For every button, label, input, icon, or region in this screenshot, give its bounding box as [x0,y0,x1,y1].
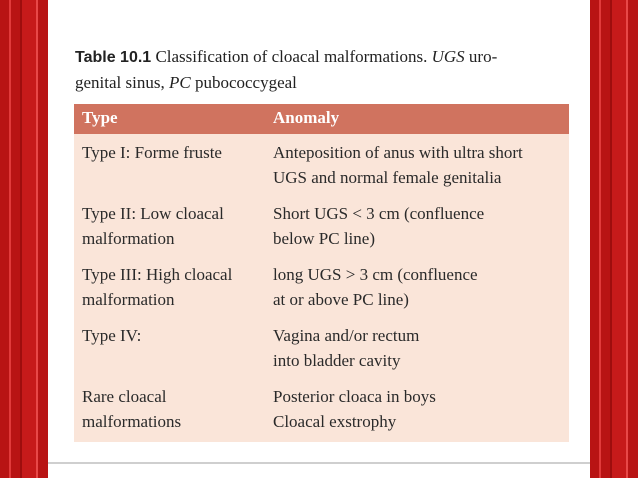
type-line: Type I: Forme fruste [82,143,222,162]
type-cell [82,323,272,348]
anomaly-cell [273,262,568,312]
type-cell [82,262,272,312]
anomaly-line: Posterior cloaca in boys [273,387,436,406]
type-cell [82,140,272,165]
document-page [48,0,590,478]
anomaly-line: Anteposition of anus with ultra short [273,143,523,162]
anomaly-line: Vagina and/or rectum [273,326,420,345]
type-line: Type III: High cloacal [82,265,233,284]
header-anomaly: Anomaly [273,108,340,127]
caption-line2-b: pubococcygeal [194,73,297,92]
type-cell [82,384,272,434]
caption-abbr-pc: PC [168,73,191,92]
anomaly-line: below PC line) [273,229,375,248]
type-cell [82,201,272,251]
anomaly-line: Cloacal exstrophy [273,412,397,431]
header-type: Type [82,108,118,127]
caption-text-b: uro- [468,47,498,66]
anomaly-cell [273,140,568,190]
anomaly-cell [273,323,568,373]
bottom-divider [48,462,590,464]
anomaly-cell [273,201,568,251]
anomaly-line: at or above PC line) [273,290,409,309]
anomaly-line: into bladder cavity [273,351,401,370]
type-line: malformations [82,412,182,431]
type-line: Rare cloacal [82,387,167,406]
table-caption [75,44,585,95]
anomaly-line: Short UGS < 3 cm (confluence [273,204,485,223]
classification-table [74,104,569,442]
type-line: Type IV: [82,326,142,345]
caption-text-a: Classification of cloacal malformations. [155,47,428,66]
anomaly-line: long UGS > 3 cm (confluence [273,265,478,284]
table-label: Table 10.1 [75,49,152,66]
right-decorative-border [590,0,638,478]
left-decorative-border [0,0,48,478]
anomaly-line: UGS and normal female genitalia [273,168,502,187]
caption-abbr-ugs: UGS [431,47,465,66]
anomaly-cell [273,384,568,434]
table-header-row [74,104,569,134]
caption-line2-a: genital sinus, [75,73,165,92]
type-line: malformation [82,229,175,248]
type-line: malformation [82,290,175,309]
type-line: Type II: Low cloacal [82,204,224,223]
